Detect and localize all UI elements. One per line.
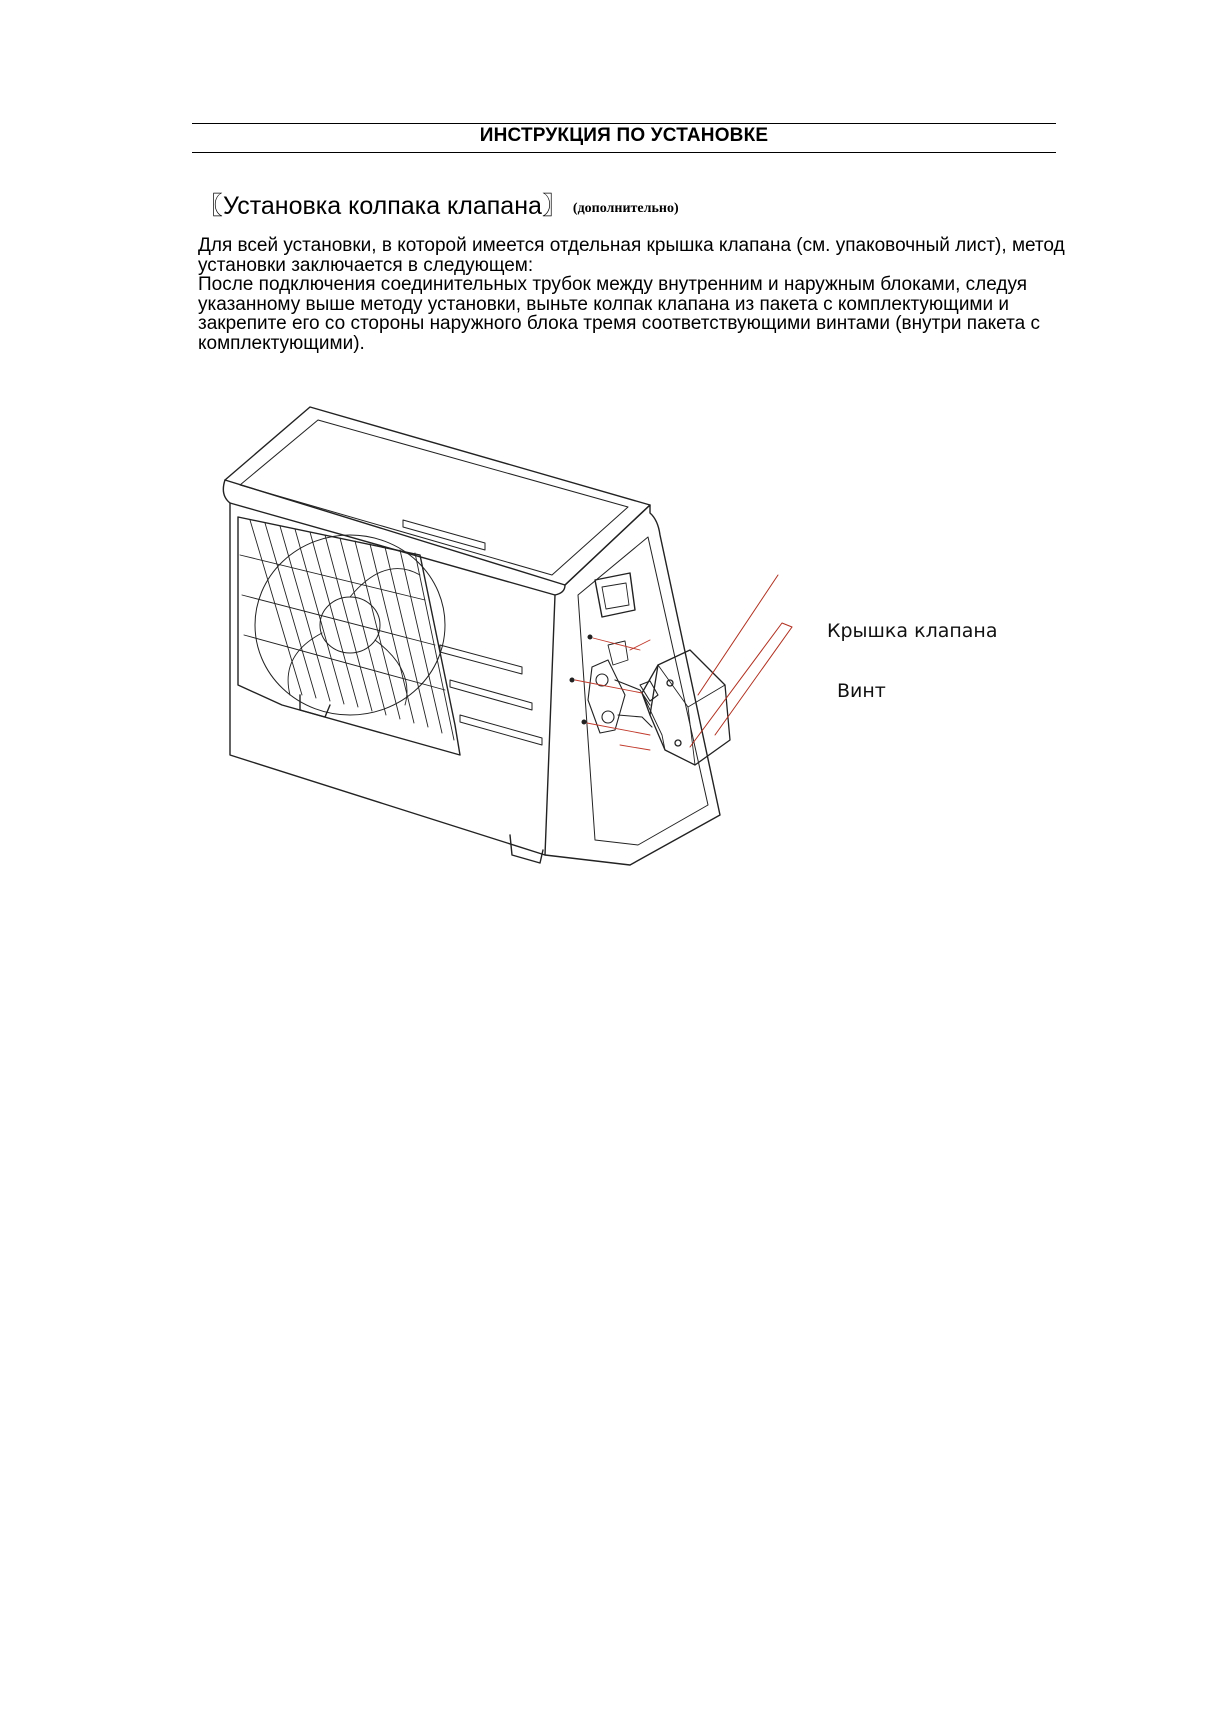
- section-heading: [198, 186, 679, 222]
- paragraph-procedure: После подключения соединительных трубок между внутренним и наружным блоками, следуя указанному выше методу установки, выньте колпак клапана из пакета с комплектующими и закрепите его со стороны наружного блока тремя соответствующими винтами (внутри пакета с комплектующими).: [198, 274, 1040, 354]
- header-rule-bottom: [192, 152, 1056, 153]
- valve-cover-label: Крышка клапана: [827, 620, 998, 642]
- instruction-text: [198, 236, 1068, 353]
- header-rule-top: [192, 123, 1056, 124]
- outdoor-unit-illustration: [210, 395, 910, 895]
- optional-note: (дополнительно): [572, 201, 679, 216]
- screw-label: Винт: [837, 680, 886, 702]
- page-header-title: ИНСТРУКЦИЯ ПО УСТАНОВКЕ: [479, 125, 769, 146]
- paragraph-intro: Для всей установки, в которой имеется отдельная крышка клапана (см. упаковочный лист), метод установки заключается в следующем:: [198, 235, 1065, 276]
- section-title: 〖Установка колпака клапана〗: [198, 192, 567, 220]
